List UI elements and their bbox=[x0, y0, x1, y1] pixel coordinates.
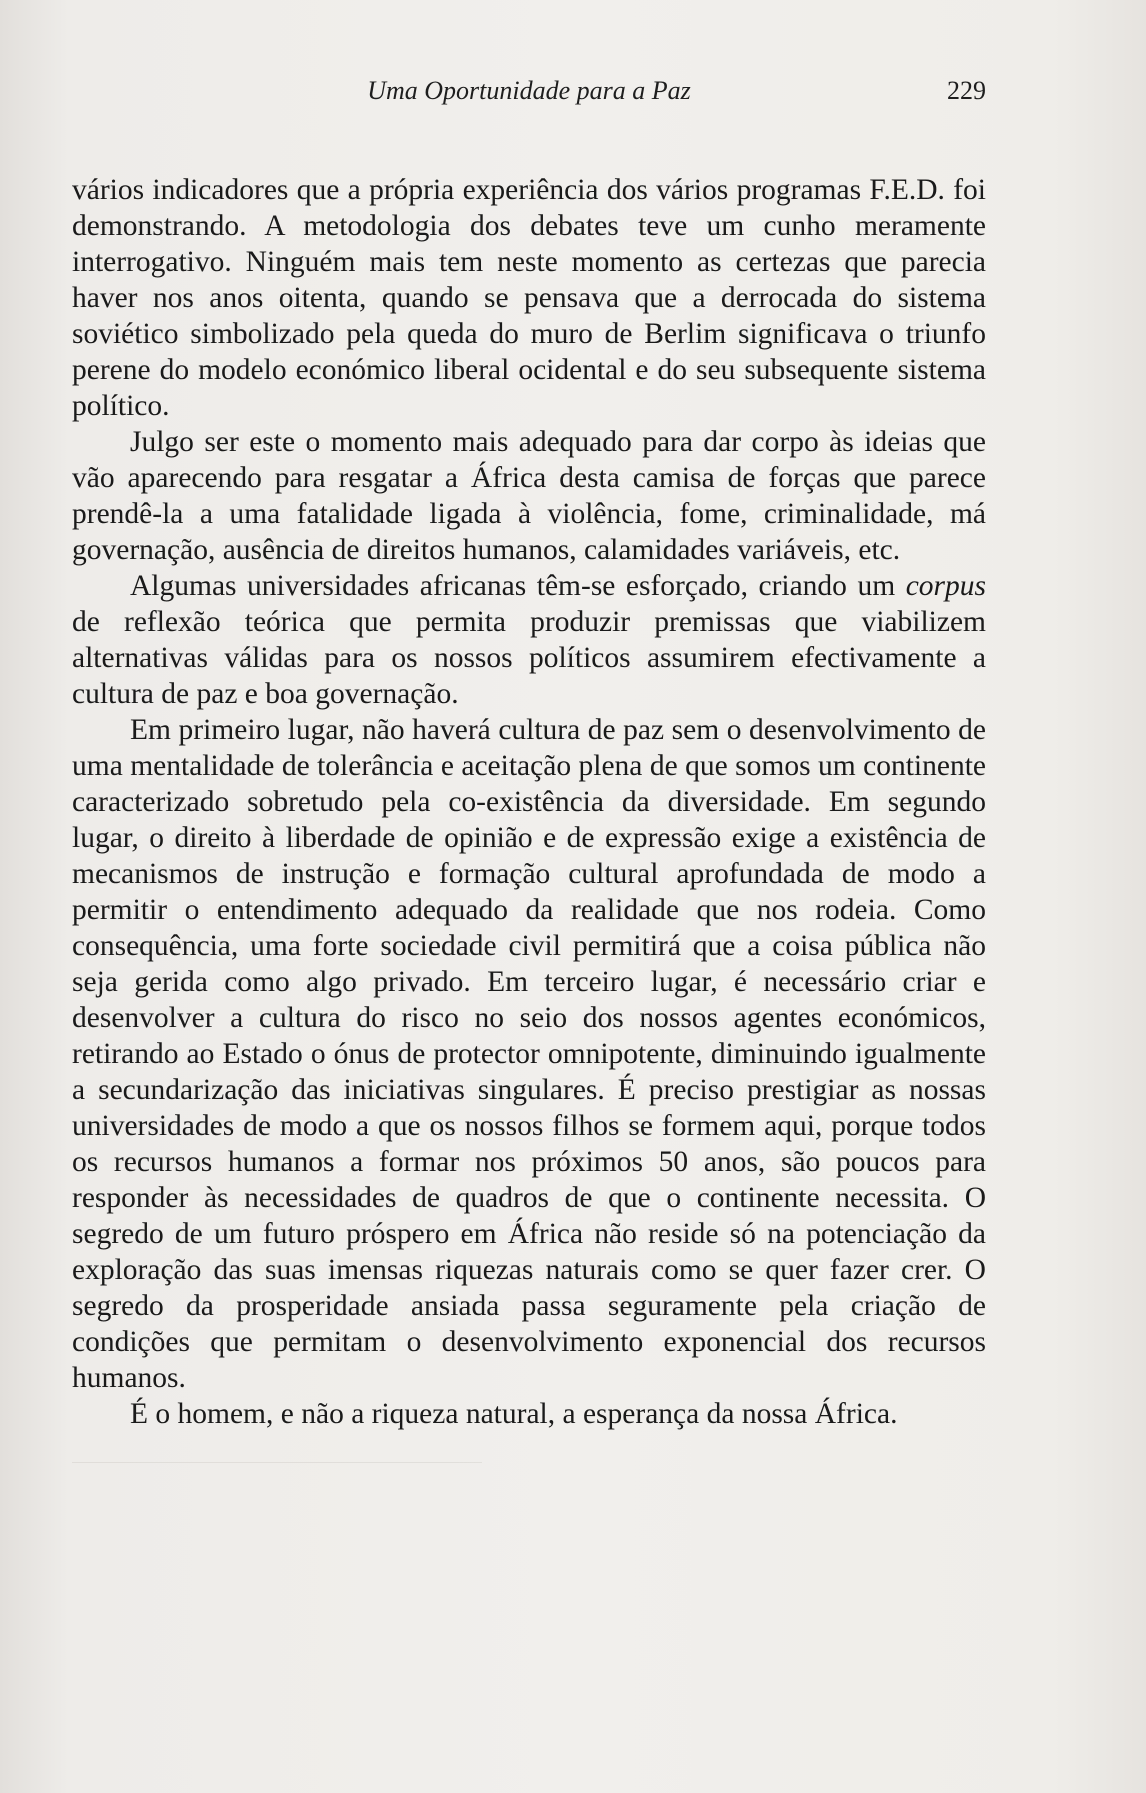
paragraph-1: vários indicadores que a própria experiência dos vários programas F.E.D. foi demonstrando. A metodologia dos debates teve um cunho meramente interrogativo. Ninguém mais tem neste momento as certezas que parecia haver nos anos oitenta, quando se pensava que a derrocada do sistema soviético simbolizado pela queda do muro de Berlim significava o triunfo perene do modelo económico liberal ocidental e do seu subsequente sistema político. bbox=[72, 174, 986, 422]
page-header bbox=[72, 72, 986, 112]
paragraph-3 bbox=[72, 568, 986, 712]
page-number: 229 bbox=[947, 76, 986, 105]
paragraph-3-emphasis: corpus bbox=[905, 570, 986, 602]
paragraph-5: É o homem, e não a riqueza natural, a esperança da nossa África. bbox=[130, 1398, 898, 1430]
bleed-through-rule bbox=[72, 1462, 482, 1463]
paragraph-4: Em primeiro lugar, não haverá cultura de paz sem o desenvolvimento de uma mentalidade de tolerância e aceitação plena de que somos um continente caracterizado sobretudo pela co-existência da diversidade. Em segundo lugar, o direito à liberdade de opinião e de expressão exige a existência de mecanismos de instrução e formação cultural aprofundada de modo a permitir o entendimento adequado da realidade que nos rodeia. Como consequência, uma forte sociedade civil permitirá que a coisa pública não seja gerida como algo privado. Em terceiro lugar, é necessário criar e desenvolver a cultura do risco no seio dos nossos agentes económicos, retirando ao Estado o ónus de protector omnipotente, diminuindo igualmente a secundarização das iniciativas singulares. É preciso prestigiar as nossas universidades de modo a que os nossos filhos se formem aqui, porque todos os recursos humanos a formar nos próximos 50 anos, são poucos para responder às necessidades de quadros de que o continente necessita. O segredo de um futuro próspero em África não reside só na potenciação da exploração das suas imensas riquezas naturais como se quer fazer crer. O segredo da prosperidade ansiada passa seguramente pela criação de condições que permitam o desenvolvimento exponencial dos recursos humanos. bbox=[72, 714, 986, 1394]
paragraph-2: Julgo ser este o momento mais adequado para dar corpo às ideias que vão aparecendo para resgatar a África desta camisa de forças que parece prendê-la a uma fatalidade ligada à violência, fome, criminalidade, má governação, ausência de direitos humanos, calamidades variáveis, etc. bbox=[72, 426, 986, 566]
body-text bbox=[72, 172, 986, 1432]
paragraph-3-end: de reflexão teórica que permita produzir premissas que viabilizem alternativas válidas para os nossos políticos assumirem efectivamente a cultura de paz e boa governação. bbox=[72, 606, 986, 710]
running-title: Uma Oportunidade para a Paz bbox=[367, 76, 691, 105]
paragraph-3-start: Algumas universidades africanas têm-se esforçado, criando um bbox=[130, 570, 906, 602]
